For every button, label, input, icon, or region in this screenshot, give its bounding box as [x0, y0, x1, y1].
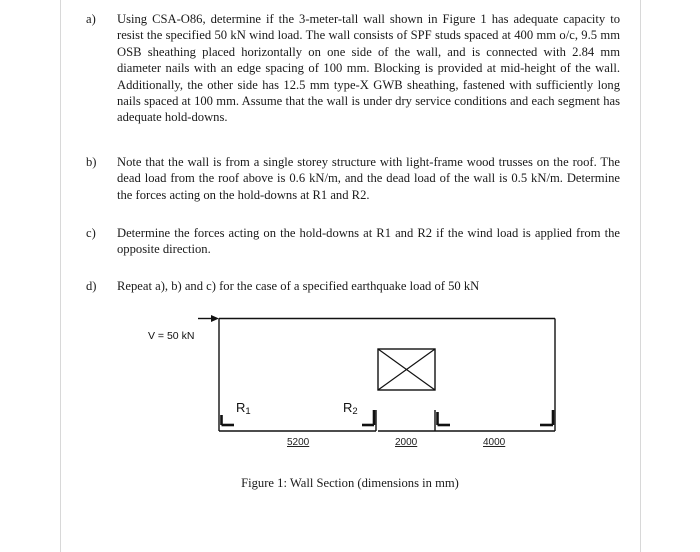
question-b-text: Note that the wall is from a single storey structure with light-frame wood trusses on the roof. The dead load from the roof above is 0.6 kN/m, and the dead load of the wall is 0.5 kN/m. Determine the forces acting on the hold-downs at R1 and R2.	[117, 155, 620, 202]
dimension-label-3: 4000	[483, 437, 506, 448]
window-opening	[378, 349, 435, 390]
load-arrow	[198, 315, 219, 322]
question-a-label: a)	[86, 12, 96, 26]
hold-down-r1	[222, 415, 235, 425]
dimension-label-2: 2000	[395, 437, 418, 448]
dimension-label-1: 5200	[287, 437, 310, 448]
hold-down-3	[438, 412, 451, 425]
load-label: V = 50 kN	[148, 330, 195, 342]
wall-segment-2	[435, 319, 555, 432]
question-c-label: c)	[86, 226, 96, 240]
figure-caption: Figure 1: Wall Section (dimensions in mm)	[241, 476, 459, 490]
question-d-text: Repeat a), b) and c) for the case of a specified earthquake load of 50 kN	[117, 279, 480, 293]
question-c-text: Determine the forces acting on the hold-downs at R1 and R2 if the wind load is applied from the opposite direction.	[117, 226, 620, 257]
question-a-text: Using CSA-O86, determine if the 3-meter-tall wall shown in Figure 1 has adequate capacity to resist the specified 50 kN wind load. The wall consists of SPF studs spaced at 400 mm o/c, 9.5 mm OSB sheathing placed horizontally on one side of the wall, and is connected with 2.84 mm diameter nails with an edge spacing of 100 mm. Blocking is provided at mid-height of the wall. Additionally, the other side has 12.5 mm type-X GWB sheathing, fastened with sufficiently long nails spaced at 100 mm. Assume that the wall is under dry service conditions and each segment has adequate hold-downs.	[117, 12, 620, 125]
hold-down-4	[540, 410, 553, 425]
reaction-r2-label: R2	[343, 400, 358, 417]
hold-down-r2	[362, 410, 374, 425]
reaction-r1-label: R1	[236, 400, 251, 417]
question-d-label: d)	[86, 279, 97, 293]
question-b-label: b)	[86, 155, 97, 169]
